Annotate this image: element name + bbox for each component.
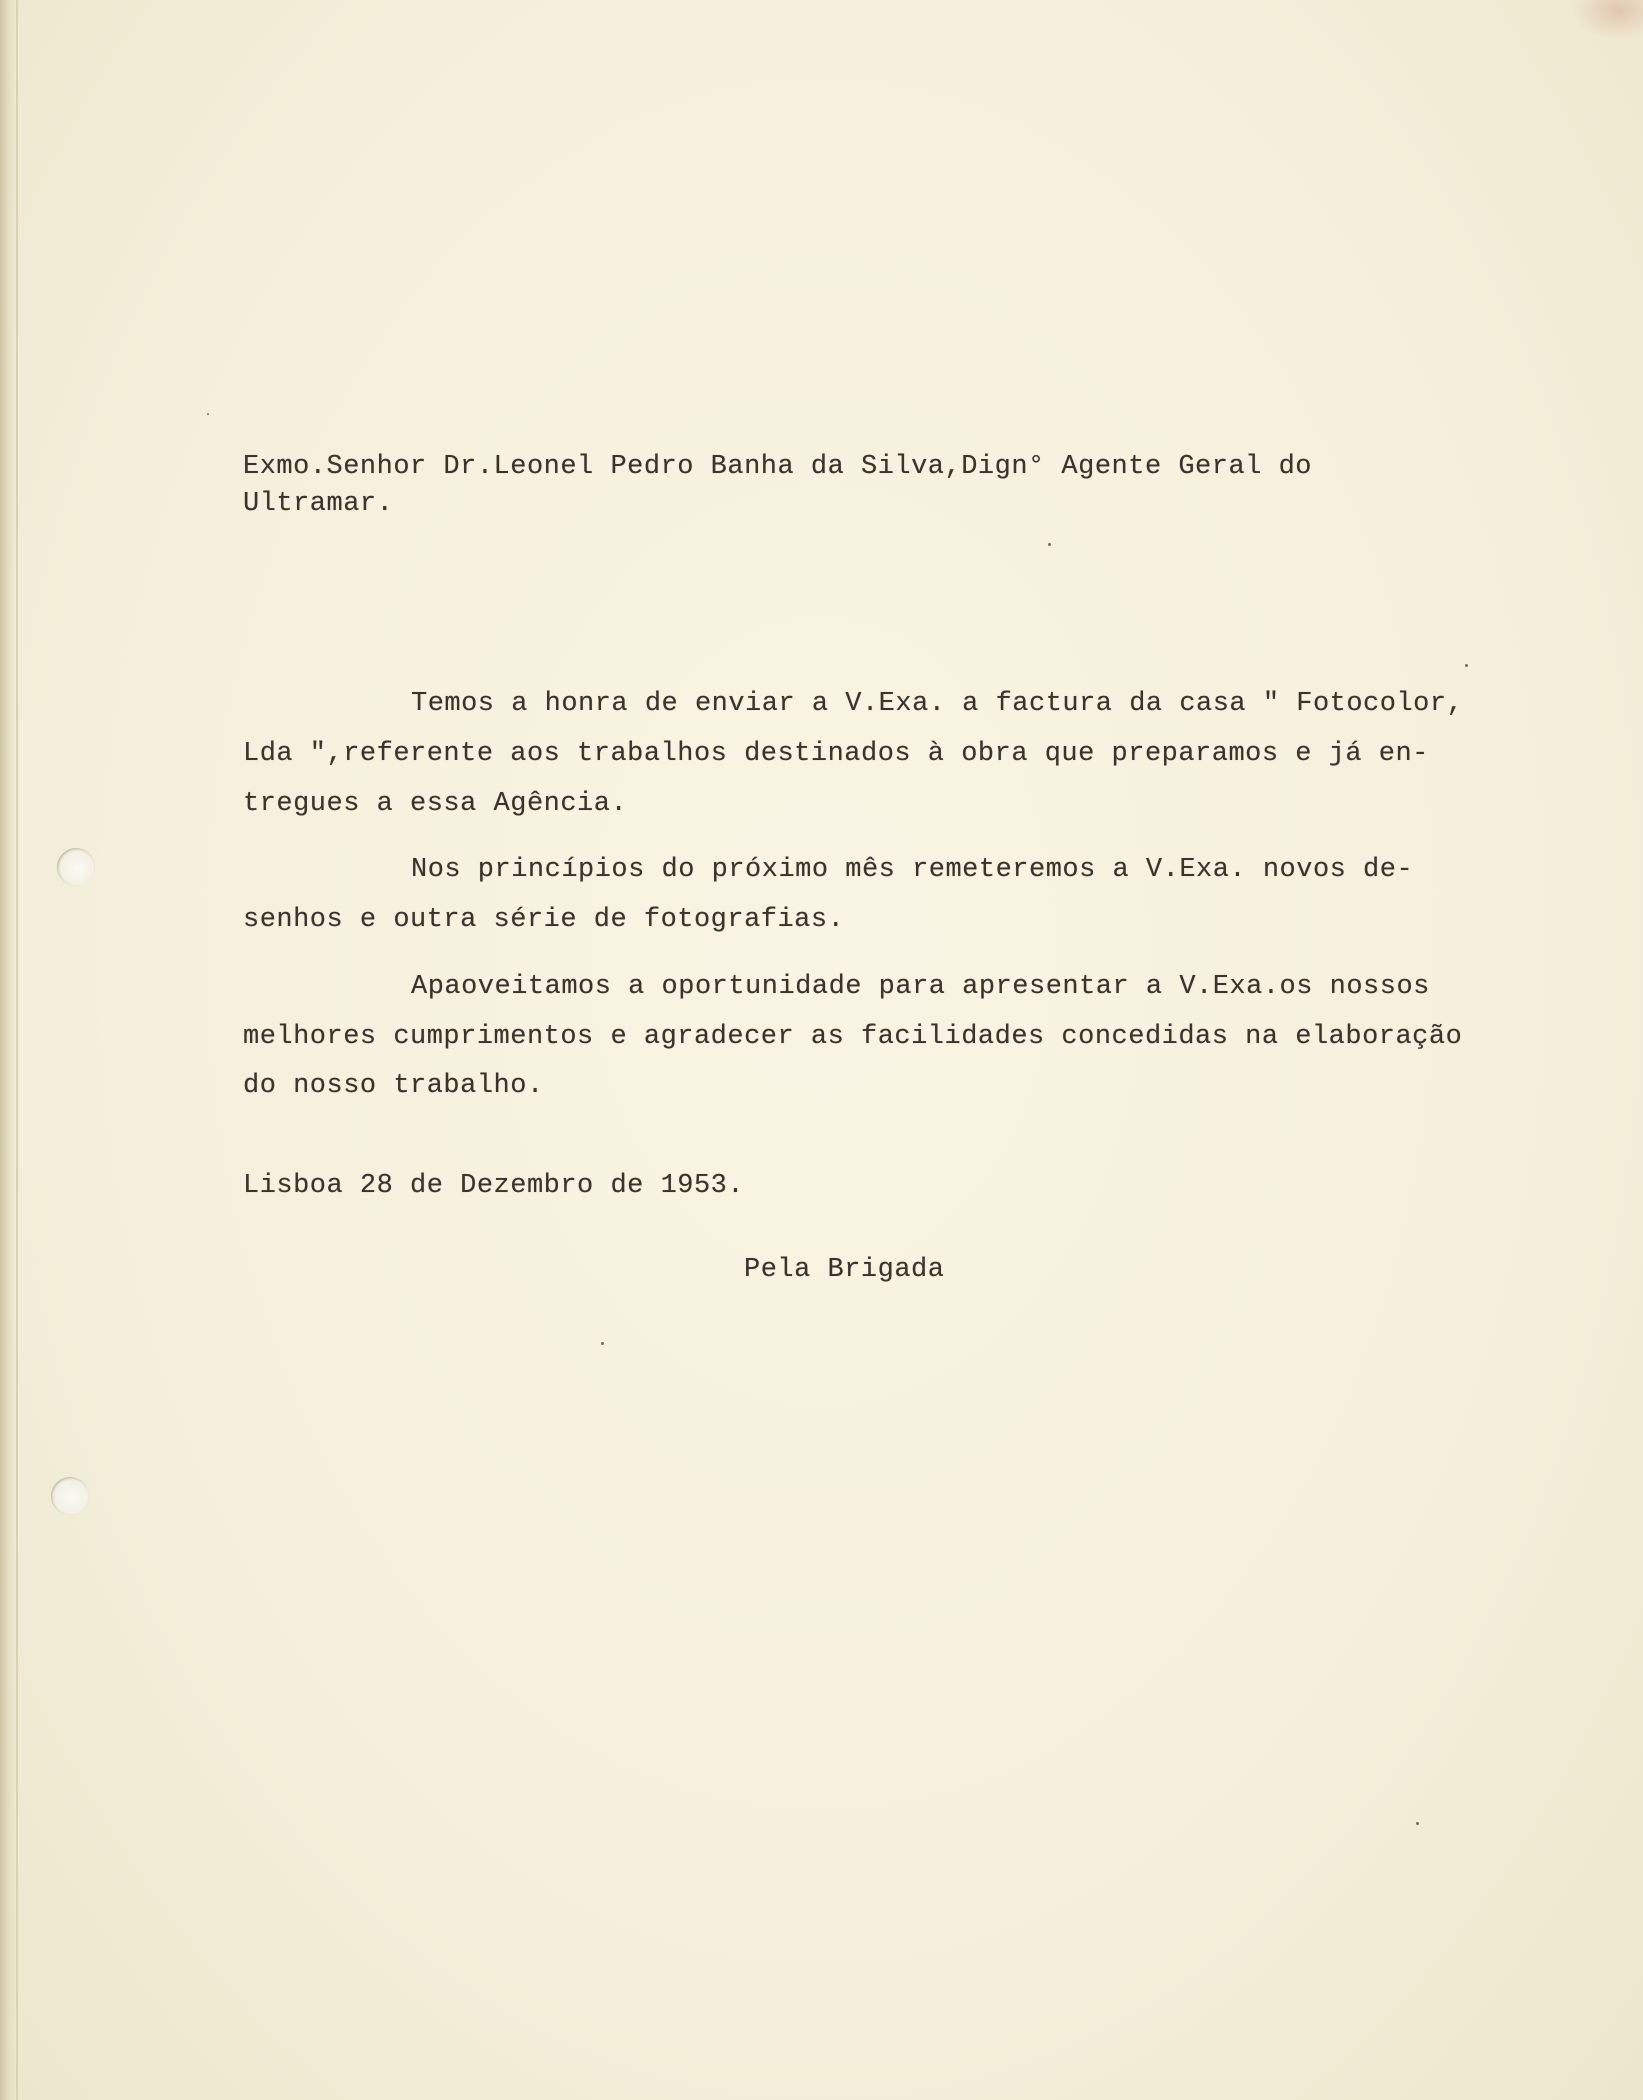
paragraph-1-line-1: Temos a honra de enviar a V.Exa. a factura da casa " Fotocolor, (411, 689, 1464, 719)
paper-left-edge (0, 0, 16, 2100)
paper-speck (1048, 543, 1051, 546)
paragraph-3-line-3: do nosso trabalho. (243, 1071, 544, 1101)
punch-hole-top (57, 848, 95, 886)
paragraph-3-line-2: melhores cumprimentos e agradecer as facilidades concedidas na elaboração (243, 1022, 1463, 1052)
addressee-line-1: Exmo.Senhor Dr.Leonel Pedro Banha da Silva,Dign° Agente Geral do (243, 452, 1312, 482)
paper-left-edge-line (16, 0, 18, 2100)
paragraph-3-line-1: Apaoveitamos a oportunidade para apresentar a V.Exa.os nossos (411, 972, 1430, 1002)
paper-speck (601, 1342, 604, 1345)
corner-stain (1573, 0, 1643, 40)
signature: Pela Brigada (744, 1255, 945, 1285)
date-line: Lisboa 28 de Dezembro de 1953. (243, 1171, 745, 1201)
paper-speck (1465, 664, 1468, 667)
paragraph-1-line-3: tregues a essa Agência. (243, 789, 628, 819)
paper-speck (207, 413, 209, 415)
paragraph-1-line-2: Lda ",referente aos trabalhos destinados à obra que preparamos e já en- (243, 739, 1429, 769)
addressee-line-2: Ultramar. (243, 489, 394, 519)
paper-speck (1416, 1822, 1419, 1825)
punch-hole-bottom (51, 1477, 89, 1515)
paragraph-2-line-1: Nos princípios do próximo mês remeteremos a V.Exa. novos de- (411, 855, 1414, 885)
paragraph-2-line-2: senhos e outra série de fotografias. (243, 905, 845, 935)
